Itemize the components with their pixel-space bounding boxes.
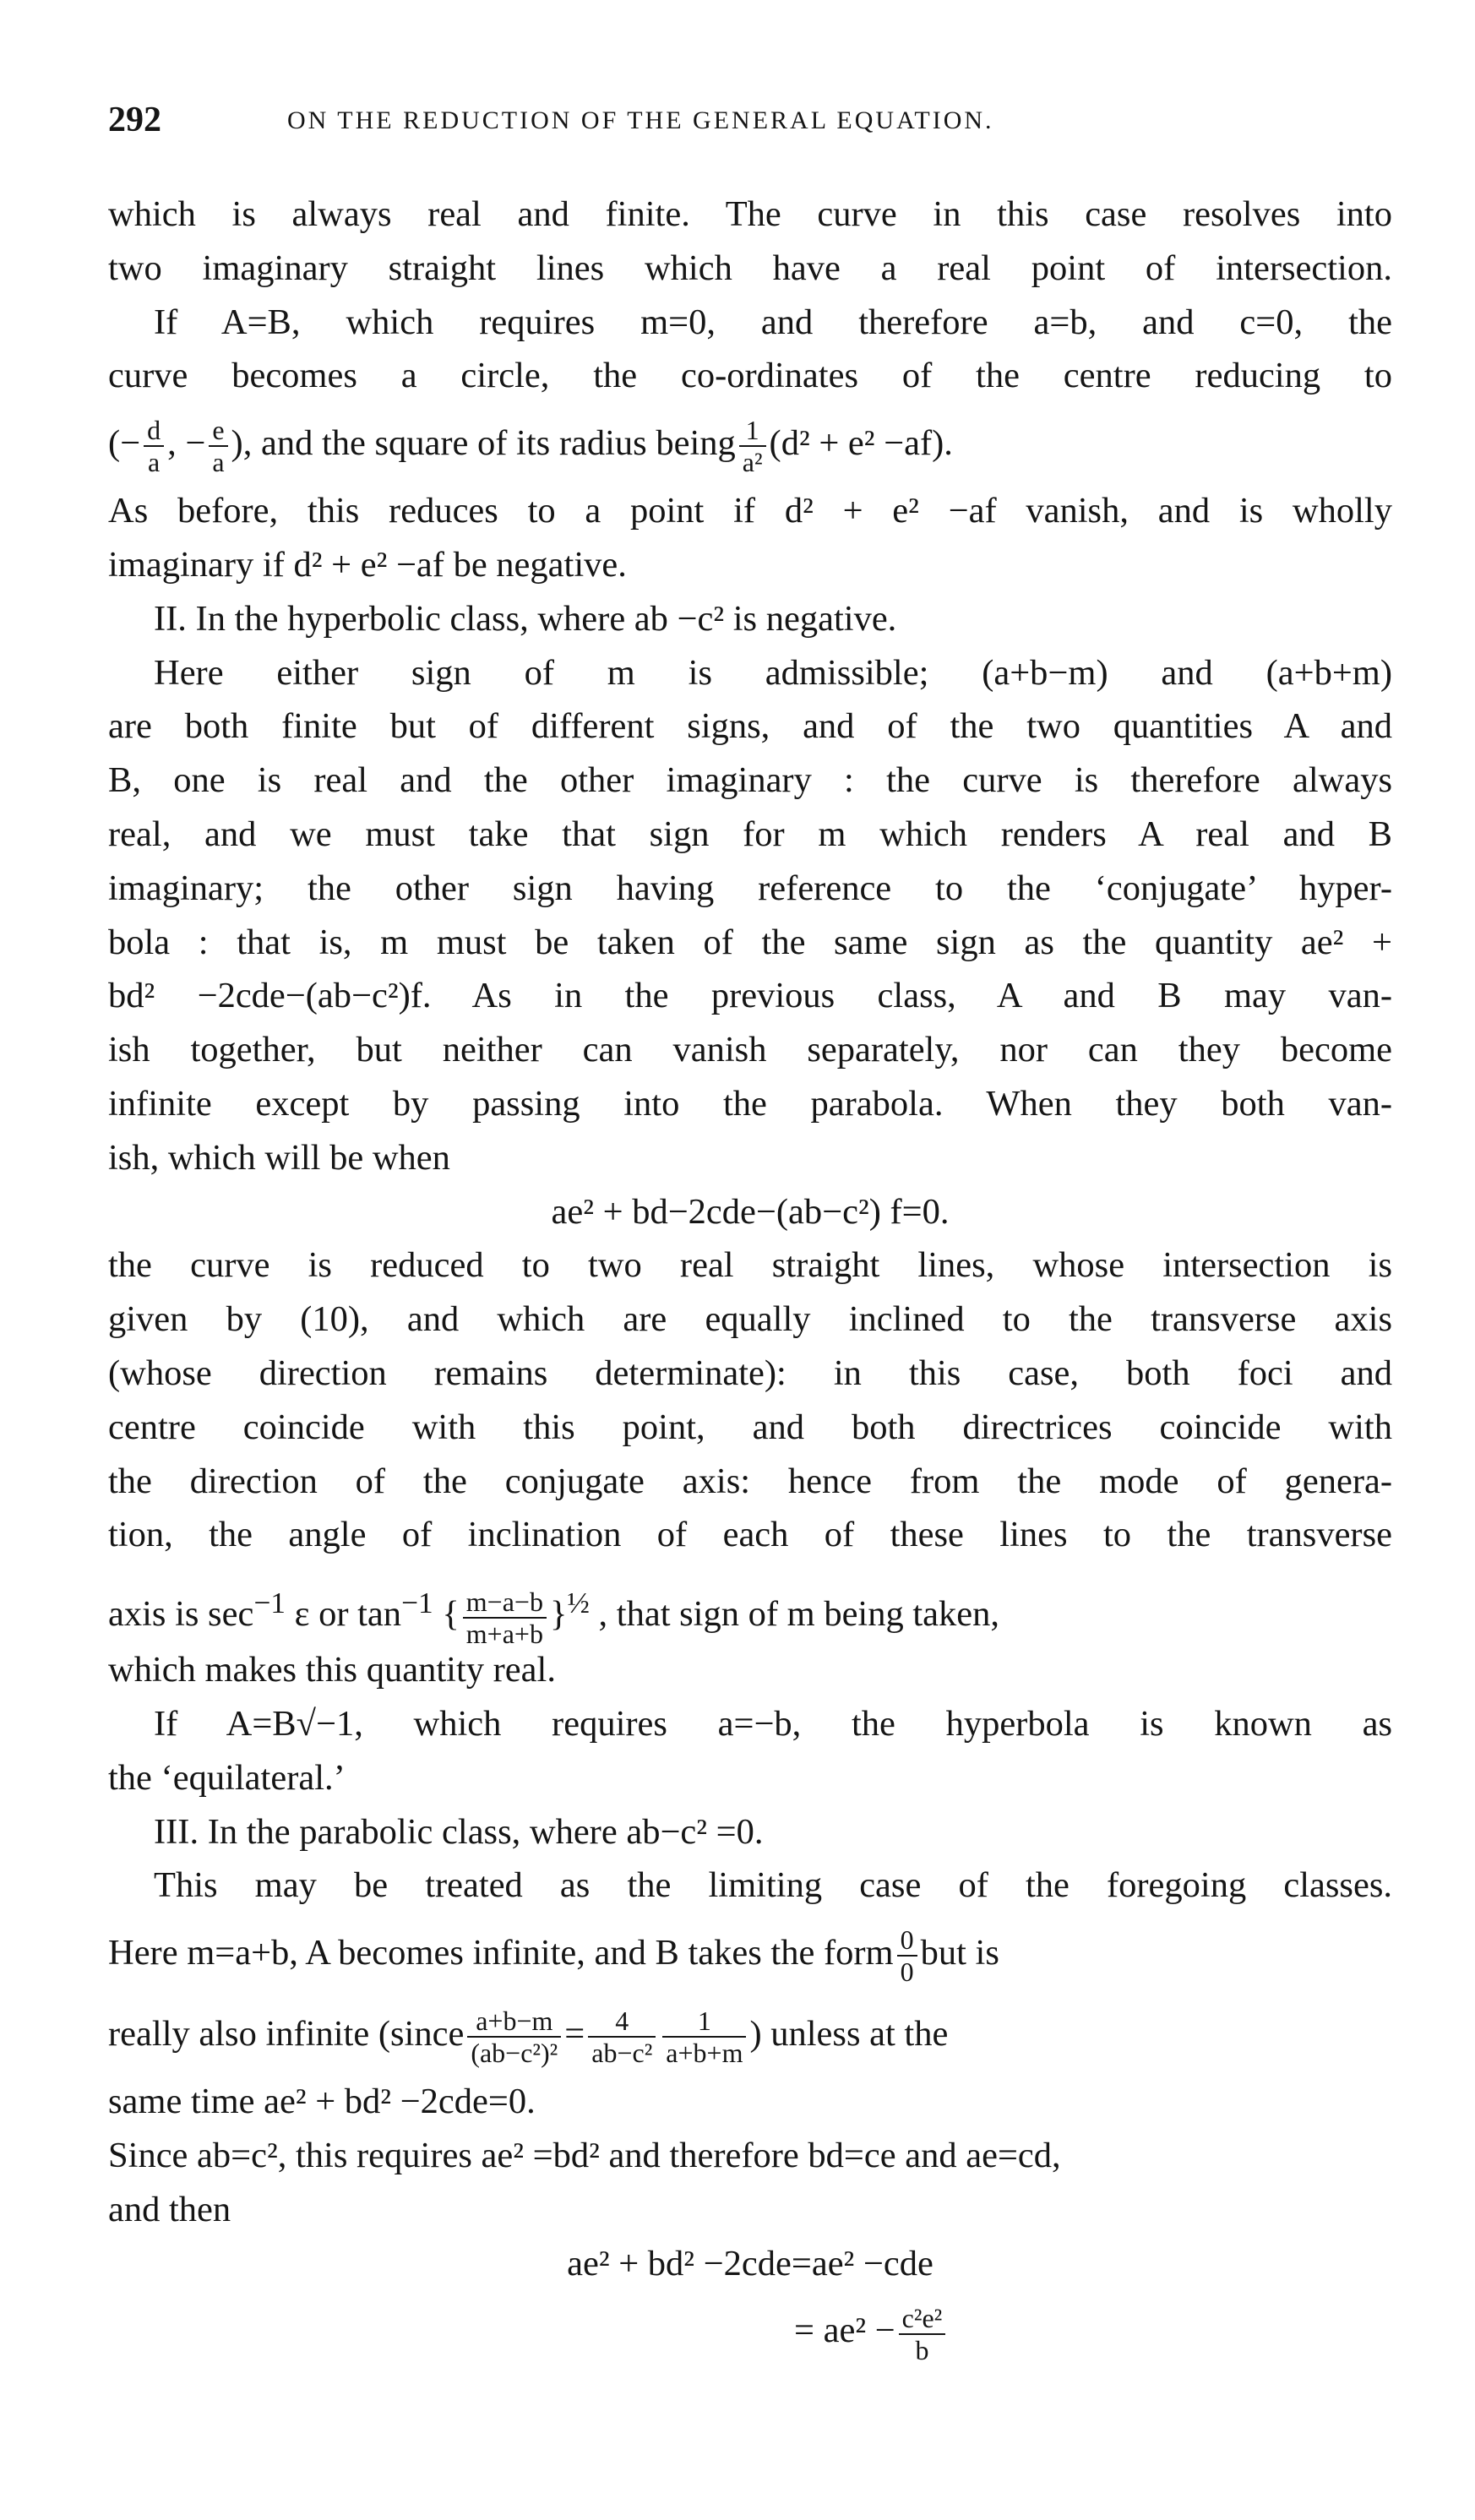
display-equation: ae² + bd−2cde−(ab−c²) f=0. xyxy=(551,1191,950,1232)
numerator: 1 xyxy=(697,2006,711,2037)
text-line: bola : that is, m must be taken of the same sign as the quantity ae² + xyxy=(108,922,1392,962)
superscript: ½ xyxy=(567,1586,590,1620)
text-line: Here either sign of m is admissible; (a+b−m) and (a+b+m) xyxy=(154,652,1392,693)
text-line: which makes this quantity real. xyxy=(108,1650,556,1690)
numerator: c²e² xyxy=(901,2302,943,2333)
numerator: m−a−b xyxy=(465,1586,543,1617)
text-line: given by (10), and which are equally inclined to the transverse axis xyxy=(108,1299,1392,1340)
text-line: and then xyxy=(108,2189,231,2229)
fraction xyxy=(209,416,227,476)
numerator: 4 xyxy=(615,2006,629,2037)
text-line: ish together, but neither can vanish separately, nor can they become xyxy=(108,1030,1392,1070)
text-line: B, one is real and the other imaginary : the curve is therefore always xyxy=(108,760,1392,801)
text-span: but is xyxy=(920,1933,999,1973)
superscript: −1 xyxy=(253,1586,286,1620)
denominator: ab−c² xyxy=(588,2036,656,2066)
text-span: (d² + e² −af). xyxy=(769,423,953,464)
fraction xyxy=(588,2006,656,2069)
denominator: m+a+b xyxy=(463,1617,547,1647)
numerator: 0 xyxy=(900,1924,914,1956)
numerator: d xyxy=(147,415,161,446)
text-line: tion, the angle of inclination of each of these lines to the transverse xyxy=(108,1515,1392,1555)
denominator: a xyxy=(144,445,164,476)
superscript: −1 xyxy=(401,1586,433,1620)
text-line: same time ae² + bd² −2cde=0. xyxy=(108,2082,536,2122)
formula-line xyxy=(108,1562,1392,1649)
text-line: imaginary; the other sign having reference to the ‘conjugate’ hyper- xyxy=(108,868,1392,908)
fraction xyxy=(739,416,766,476)
denominator: a xyxy=(209,445,227,476)
text-line: ish, which will be when xyxy=(108,1137,450,1178)
text-span: , that sign of m being taken, xyxy=(598,1594,1000,1635)
text-line: If A=B√−1, which requires a=−b, the hyperbola is known as xyxy=(154,1703,1392,1744)
text-span: ) unless at the xyxy=(749,2014,949,2055)
text-line: which is always real and finite. The curve in this case resolves into xyxy=(108,194,1392,234)
fraction xyxy=(463,1588,547,1647)
page-header xyxy=(108,100,1367,150)
denominator: b xyxy=(899,2333,946,2364)
text-span: = ae² − xyxy=(794,2310,895,2351)
text-line: the ‘equilateral.’ xyxy=(108,1757,346,1798)
text-line: This may be treated as the limiting case of the foregoing classes. xyxy=(154,1865,1392,1906)
text-line: curve becomes a circle, the co-ordinates of the centre reducing to xyxy=(108,356,1392,396)
text-line: are both finite but of different signs, and of the two quantities A and xyxy=(108,706,1392,747)
denominator: 0 xyxy=(897,1955,917,1985)
fraction xyxy=(899,2302,946,2365)
formula-line xyxy=(108,403,1392,484)
text-span: , − xyxy=(167,423,206,464)
formula-line xyxy=(108,1913,1392,1994)
text-span: (− xyxy=(108,423,141,464)
text-line: bd² −2cde−(ab−c²)f. As in the previous class, A and B may van- xyxy=(108,976,1392,1016)
brace: } xyxy=(549,1594,568,1635)
denominator: (ab−c²)² xyxy=(467,2036,561,2066)
text-line: centre coincide with this point, and both directrices coincide with xyxy=(108,1407,1392,1447)
brace: { xyxy=(442,1594,460,1635)
text-line: infinite except by passing into the parabola. When they both van- xyxy=(108,1083,1392,1124)
text-line: (whose direction remains determinate): in this case, both foci and xyxy=(108,1353,1392,1393)
page-body xyxy=(108,188,1392,2371)
text-line: the curve is reduced to two real straight lines, whose intersection is xyxy=(108,1245,1392,1286)
page-number: 292 xyxy=(108,101,161,139)
section-heading: III. In the parabolic class, where ab−c² =0. xyxy=(154,1811,764,1852)
text-span: really also infinite (since xyxy=(108,2014,465,2055)
text-line: imaginary if d² + e² −af be negative. xyxy=(108,544,627,585)
running-title: ON THE REDUCTION OF THE GENERAL EQUATION. xyxy=(287,106,994,134)
numerator: e xyxy=(212,415,225,446)
text-line: If A=B, which requires m=0, and therefore a=b, and c=0, the xyxy=(154,302,1392,342)
numerator: a+b−m xyxy=(476,2006,553,2037)
text-line: real, and we must take that sign for m which renders A real and B xyxy=(108,814,1392,854)
display-equation xyxy=(108,2290,1392,2371)
section-heading: II. In the hyperbolic class, where ab −c² is negative. xyxy=(154,598,897,639)
denominator: a² xyxy=(739,445,766,476)
fraction xyxy=(897,1924,917,1988)
fraction xyxy=(662,2006,746,2069)
denominator: a+b+m xyxy=(662,2036,746,2066)
text-span: ), and the square of its radius being xyxy=(231,423,736,464)
numerator: 1 xyxy=(745,415,759,446)
text-span: Here m=a+b, A becomes infinite, and B takes the form xyxy=(108,1933,894,1973)
text-span: = xyxy=(564,2014,585,2055)
text-line: Since ab=c², this requires ae² =bd² and therefore bd=ce and ae=cd, xyxy=(108,2135,1061,2175)
fraction xyxy=(467,2006,561,2069)
text-line: As before, this reduces to a point if d² + e² −af vanish, and is wholly xyxy=(108,491,1392,531)
text-line: the direction of the conjugate axis: hence from the mode of genera- xyxy=(108,1461,1392,1501)
fraction xyxy=(144,416,164,476)
text-span: ε or tan xyxy=(294,1594,402,1635)
formula-line xyxy=(108,1994,1392,2075)
text-span: axis is sec xyxy=(108,1594,254,1635)
text-line: two imaginary straight lines which have a real point of intersection. xyxy=(108,248,1392,288)
display-equation: ae² + bd² −2cde=ae² −cde xyxy=(567,2243,933,2283)
